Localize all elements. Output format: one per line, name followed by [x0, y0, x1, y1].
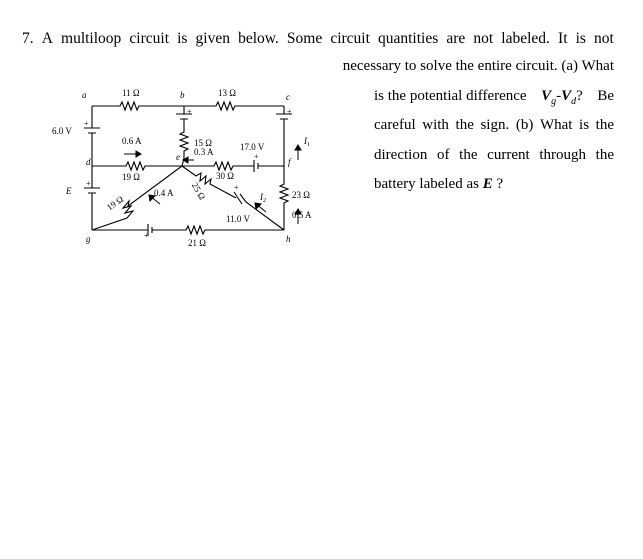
word: the [595, 147, 614, 163]
word: given [195, 30, 230, 47]
word: the [595, 117, 614, 133]
word: sign. [480, 117, 510, 133]
symbol-v: V [561, 88, 572, 104]
current-label: 0.4 A [154, 188, 174, 198]
word: through [539, 147, 586, 163]
question-line-5 [326, 147, 614, 164]
word: the [455, 117, 474, 133]
arrow-up-left-icon [255, 203, 266, 212]
word: the [459, 147, 478, 163]
arrow-right-icon [124, 151, 141, 157]
word: direction [374, 147, 428, 163]
word: below. [238, 30, 279, 47]
word: not [473, 30, 494, 47]
current-label: 0.5 A [292, 210, 312, 220]
wire-top-left [92, 102, 184, 110]
resistor-label: 11 Ω [122, 88, 140, 98]
resistor-label: 30 Ω [216, 171, 234, 181]
word: is [579, 117, 590, 133]
subscript-d: d [571, 96, 577, 107]
resistor-label: 25 Ω [189, 180, 208, 202]
word: (b) [515, 117, 534, 133]
word: It [558, 30, 568, 47]
question-line-2: necessary to solve the entire circuit. (a) What [342, 58, 614, 74]
word: Some [286, 30, 323, 47]
plus-sign: + [287, 107, 292, 116]
question-line-3 [326, 88, 614, 107]
arrow-left-icon [183, 157, 194, 163]
line6-text: battery labeled as [374, 176, 479, 192]
plus-sign: + [187, 107, 192, 116]
node-label: d [86, 157, 91, 167]
word: What [539, 117, 573, 133]
wire-gh [92, 224, 284, 236]
resistor-label: 19 Ω [122, 172, 140, 182]
node-label: h [286, 234, 291, 244]
node-label: f [288, 157, 291, 167]
question-number: 7. [22, 30, 34, 47]
word: is [177, 30, 188, 47]
resistor-label: 23 Ω [292, 190, 310, 200]
node-label: g [86, 234, 91, 244]
current-label: I [260, 192, 263, 202]
question-line-6 [326, 176, 614, 193]
arrow-up-icon [295, 145, 301, 160]
battery-label: 6.0 V [52, 126, 72, 136]
wire-fh [280, 166, 288, 230]
question-mark: ? [492, 176, 504, 192]
symbol-v: V [541, 88, 552, 104]
subscript-g: g [551, 96, 557, 107]
current-label: I [304, 136, 307, 146]
battery-label: 17.0 V [240, 142, 265, 152]
line3-end: Be [597, 88, 614, 104]
wire-top-right [184, 102, 284, 110]
node-label: a [82, 90, 87, 100]
plus-sign: + [86, 179, 91, 188]
word: circuit [129, 30, 169, 47]
question-line-4 [326, 117, 614, 134]
symbol-e: E [482, 176, 493, 192]
word: not [594, 30, 614, 47]
plus-sign: + [234, 183, 239, 192]
battery-label: 11.0 V [226, 214, 251, 224]
current-label: 0.6 A [122, 136, 142, 146]
question-mark: ? [576, 88, 583, 104]
word: multiloop [61, 30, 122, 47]
node-label: b [180, 90, 185, 100]
current-subscript: 1 [307, 142, 310, 148]
circuit-diagram [48, 84, 312, 254]
node-label: e [176, 152, 180, 162]
plus-sign: + [254, 152, 259, 161]
wire-left-dg [84, 166, 100, 230]
word: is [575, 30, 586, 47]
node-label: c [286, 92, 290, 102]
resistor-label: 13 Ω [218, 88, 236, 98]
current-subscript: 2 [263, 198, 266, 204]
word: circuit [330, 30, 370, 47]
word: labeled. [501, 30, 550, 47]
word: careful [374, 117, 416, 133]
current-label: 0.3 A [194, 147, 214, 157]
resistor-label: 15 Ω [194, 138, 212, 148]
question-line-1 [22, 30, 614, 48]
battery-label: E [66, 186, 72, 196]
word: A [41, 30, 53, 47]
minus-sign: - [556, 88, 562, 104]
resistor-label: 21 Ω [188, 238, 206, 248]
word: quantities [378, 30, 439, 47]
potential-difference-expr [541, 88, 583, 107]
plus-sign: + [144, 231, 149, 240]
plus-sign: + [84, 119, 89, 128]
word: with [422, 117, 449, 133]
wire-de [92, 162, 182, 170]
word: of [437, 147, 450, 163]
resistor-label: 19 Ω [104, 193, 126, 213]
word: current [487, 147, 530, 163]
word: are [446, 30, 466, 47]
line3-text: is the potential difference [374, 88, 527, 104]
